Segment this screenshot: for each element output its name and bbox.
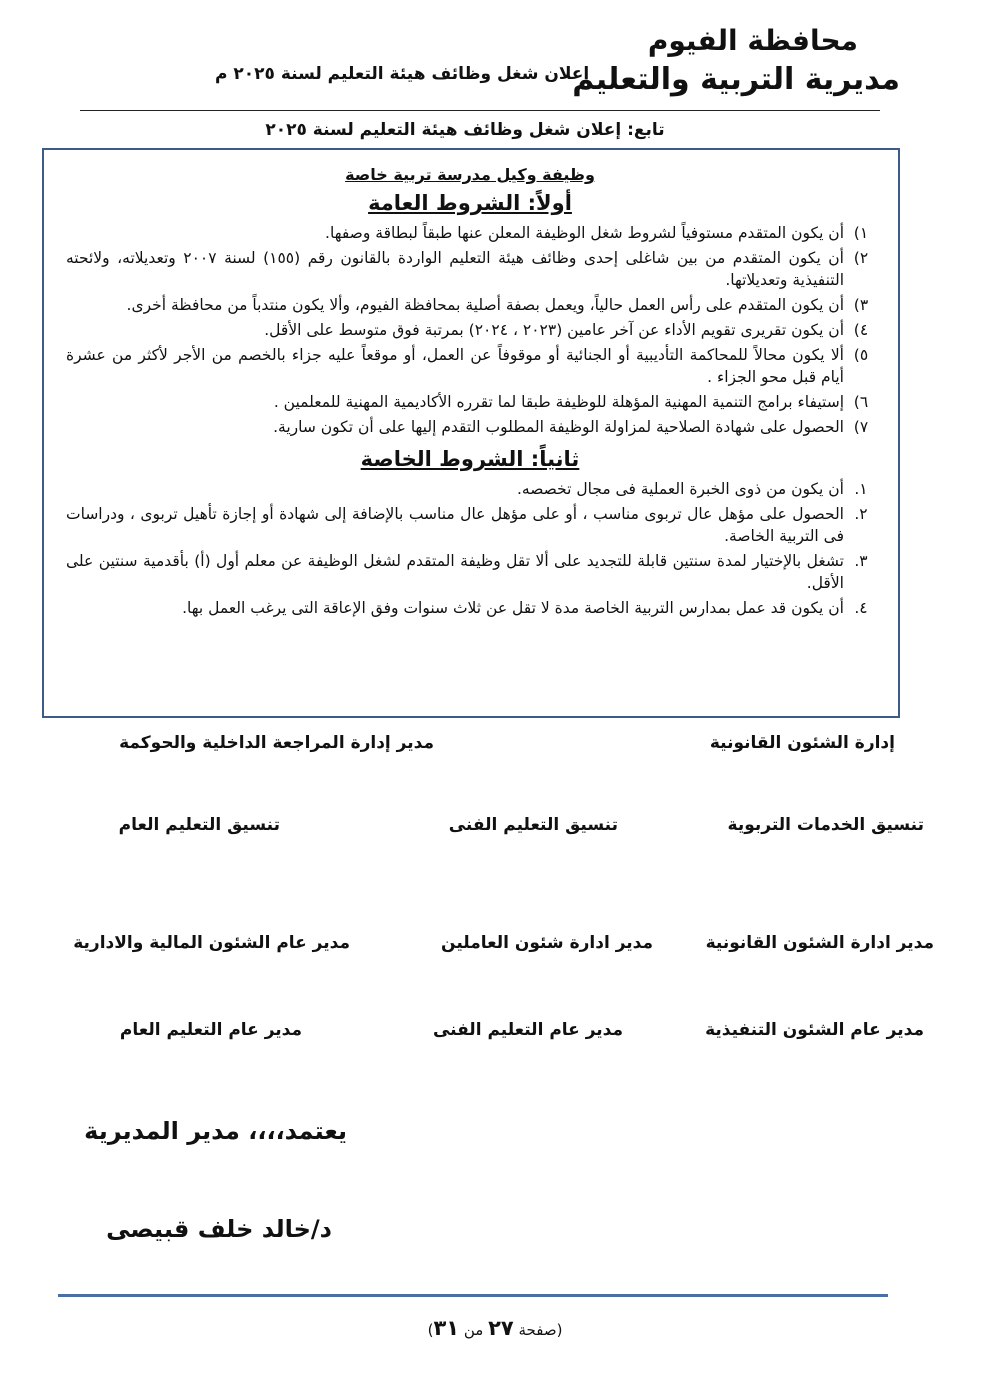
signature-executive-affairs-director: مدير عام الشئون التنفيذية	[705, 1020, 924, 1040]
condition-number: ٦)	[853, 393, 869, 411]
general-condition-item	[66, 416, 874, 438]
general-condition-item	[66, 222, 874, 244]
condition-number: ٣.	[854, 552, 868, 570]
conditions-box	[42, 148, 900, 718]
header-divider	[80, 110, 880, 111]
general-condition-item	[66, 319, 874, 341]
condition-text: أن يكون قد عمل بمدارس التربية الخاصة مدة لا تقل عن ثلاث سنوات وفق الإعاقة التى يرغب العمل بها.	[182, 599, 844, 617]
directorate-title: مديرية التربية والتعليم	[572, 62, 900, 97]
director-name: د/خالد خلف قبيصى	[106, 1215, 332, 1243]
special-condition-item	[66, 478, 874, 500]
condition-number: ٤.	[854, 599, 868, 617]
signature-personnel-manager: مدير ادارة شئون العاملين	[441, 933, 653, 953]
special-condition-item	[66, 503, 874, 547]
condition-number: ١)	[853, 224, 869, 242]
approval-line: يعتمد،،،، مدير المديرية	[84, 1117, 347, 1145]
continuation-title: تابع: إعلان شغل وظائف هيئة التعليم لسنة ٢٠٢٥	[265, 120, 665, 140]
condition-number: ٢.	[854, 505, 868, 523]
general-conditions-heading: أولاً: الشروط العامة	[368, 191, 572, 215]
signature-internal-audit: مدير إدارة المراجعة الداخلية والحوكمة	[119, 733, 434, 753]
condition-number: ٤)	[853, 321, 869, 339]
condition-number: ١.	[854, 480, 868, 498]
page-number	[0, 1316, 990, 1340]
special-condition-item	[66, 550, 874, 594]
signature-general-education-director: مدير عام التعليم العام	[119, 1020, 302, 1040]
condition-text: الحصول على شهادة الصلاحية لمزاولة الوظيفة المطلوب التقدم إليها على أن تكون سارية.	[273, 418, 844, 436]
condition-text: إستيفاء برامج التنمية المهنية المؤهلة للوظيفة طبقا لما تقرره الأكاديمية المهنية للمعلمين .	[273, 393, 844, 411]
condition-text: أن يكون من ذوى الخبرة العملية فى مجال تخصصه.	[516, 480, 844, 498]
condition-number: ٥)	[853, 346, 869, 364]
job-title: وظيفة وكيل مدرسة تربية خاصة	[345, 165, 595, 184]
signature-legal-affairs-manager: مدير ادارة الشئون القانونية	[705, 933, 934, 953]
special-conditions-heading: ثانياً: الشروط الخاصة	[360, 447, 580, 471]
signature-general-education-coordination: تنسيق التعليم العام	[118, 815, 280, 835]
footer-divider	[58, 1294, 888, 1297]
condition-text: ألا يكون محالاً للمحاكمة التأديبية أو الجنائية أو موقوفاً عن العمل، أو موقعاً عليه جزاء بالخصم من الأجر لأكثر من عشرة أيام قبل محو الجزاء .	[66, 346, 844, 386]
general-conditions-list	[66, 222, 874, 438]
page-prefix: (صفحة	[518, 1321, 563, 1339]
condition-text: الحصول على مؤهل عال تربوى مناسب ، أو على مؤهل عال مناسب بالإضافة إلى شهادة أو إجازة تأهيل تربوى ، ودراسات فى التربية الخاصة.	[66, 505, 844, 545]
page-current: ٢٧	[488, 1316, 514, 1340]
condition-number: ٣)	[853, 296, 869, 314]
special-conditions-list	[66, 478, 874, 619]
condition-text: أن يكون تقريرى تقويم الأداء عن آخر عامين (٢٠٢٣ ، ٢٠٢٤) بمرتبة فوق متوسط على الأقل.	[264, 321, 844, 339]
governorate-title: محافظة الفيوم	[647, 24, 858, 57]
page-total: ٣١	[433, 1316, 460, 1340]
signature-educational-services: تنسيق الخدمات التربوية	[727, 815, 924, 835]
condition-text: أن يكون المتقدم من بين شاغلى إحدى وظائف هيئة التعليم الواردة بالقانون رقم (١٥٥) لسنة ٢٠٠٧ وتعديلاته، ولائحته التنفيذية وتعديلاتها.	[66, 249, 844, 289]
signature-finance-admin-director: مدير عام الشئون المالية والادارية	[73, 933, 350, 953]
page-of: من	[463, 1321, 484, 1339]
special-condition-item	[66, 597, 874, 619]
condition-number: ٧)	[853, 418, 869, 436]
general-condition-item	[66, 247, 874, 291]
condition-text: أن يكون المتقدم مستوفياً لشروط شغل الوظيفة المعلن عنها طبقاً لبطاقة وصفها.	[325, 224, 844, 242]
announcement-header: إعلان شغل وظائف هيئة التعليم لسنة ٢٠٢٥ م	[215, 64, 590, 84]
condition-text: تشغل بالإختيار لمدة سنتين قابلة للتجديد على ألا تقل وظيفة المتقدم لشغل الوظيفة عن معلم أول (أ) بأقدمية سنتين على الأقل.	[66, 552, 844, 592]
condition-text: أن يكون المتقدم على رأس العمل حالياً، ويعمل بصفة أصلية بمحافظة الفيوم، وألا يكون منتدباً من محافظة أخرى.	[126, 296, 844, 314]
condition-number: ٢)	[853, 249, 869, 267]
signature-technical-education-coordination: تنسيق التعليم الفنى	[448, 815, 618, 835]
general-condition-item	[66, 344, 874, 388]
general-condition-item	[66, 294, 874, 316]
signature-technical-education-director: مدير عام التعليم الفنى	[432, 1020, 623, 1040]
page-suffix: )	[427, 1321, 434, 1339]
general-condition-item	[66, 391, 874, 413]
signature-legal-affairs: إدارة الشئون القانونية	[709, 733, 895, 753]
